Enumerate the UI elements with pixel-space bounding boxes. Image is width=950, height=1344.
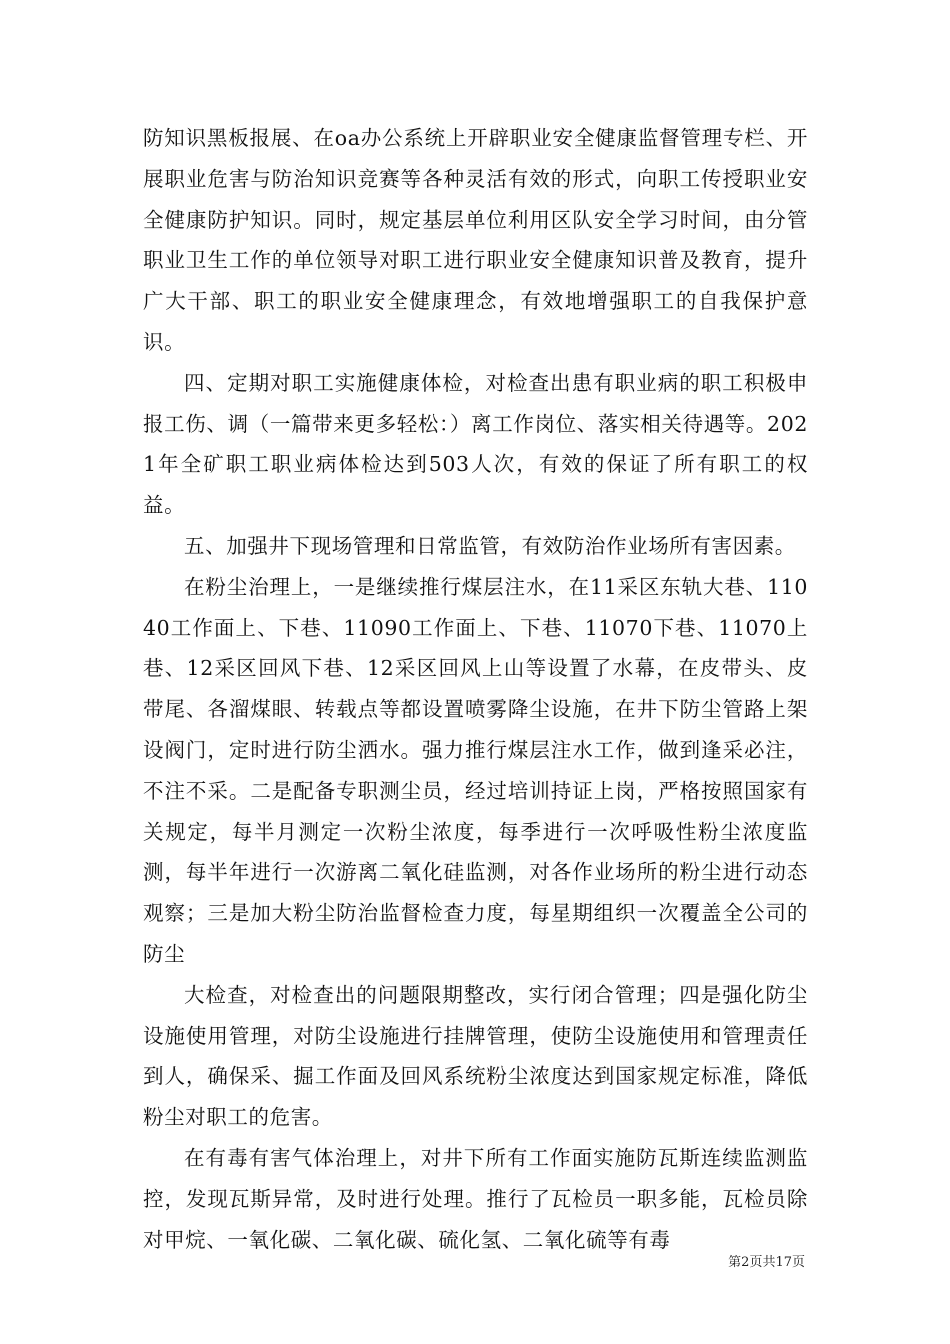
page-number: 第2页共17页 <box>728 1255 805 1270</box>
document-body <box>143 118 808 1260</box>
paragraph-3: 五、加强井下现场管理和日常监管，有效防治作业场所有害因素。 <box>184 533 796 558</box>
paragraph-4: 在粉尘治理上，一是继续推行煤层注水，在11采区东轨大巷、11040工作面上、下巷、11090工作面上、下巷、11070下巷、11070上巷、12采区回风下巷、12采区回风上山等设置了水幕，在皮带头、皮带尾、各溜煤眼、转载点等都设置喷雾降尘设施，在井下防尘管路上架设阀门，定时进行防尘洒水。强力推行煤层注水工作，做到逢采必注，不注不采。二是配备专职测尘员，经过培训持证上岗，严格按照国家有关规定，每半月测定一次粉尘浓度，每季进行一次呼吸性粉尘浓度监测，每半年进行一次游离二氧化硅监测，对各作业场所的粉尘进行动态观察；三是加大粉尘防治监督检查力度，每星期组织一次覆盖全公司的防尘 <box>143 574 808 966</box>
paragraph-2: 四、定期对职工实施健康体检，对检查出患有职业病的职工积极申报工伤、调（一篇带来更多轻松：）离工作岗位、落实相关待遇等。2021年全矿职工职业病体检达到503人次，有效的保证了所有职工的权益。 <box>143 370 808 518</box>
paragraph-5: 大检查，对检查出的问题限期整改，实行闭合管理；四是强化防尘设施使用管理，对防尘设施进行挂牌管理，使防尘设施使用和管理责任到人，确保采、掘工作面及回风系统粉尘浓度达到国家规定标准，降低粉尘对职工的危害。 <box>143 982 808 1130</box>
paragraph-1: 防知识黑板报展、在oa办公系统上开辟职业安全健康监督管理专栏、开展职业危害与防治知识竞赛等各种灵活有效的形式，向职工传授职业安全健康防护知识。同时，规定基层单位利用区队安全学习时间，由分管职业卫生工作的单位领导对职工进行职业安全健康知识普及教育，提升广大干部、职工的职业安全健康理念，有效地增强职工的自我保护意识。 <box>143 126 808 354</box>
paragraph-6: 在有毒有害气体治理上，对井下所有工作面实施防瓦斯连续监测监控，发现瓦斯异常，及时进行处理。推行了瓦检员一职多能，瓦检员除对甲烷、一氧化碳、二氧化碳、硫化氢、二氧化硫等有毒 <box>143 1145 808 1252</box>
